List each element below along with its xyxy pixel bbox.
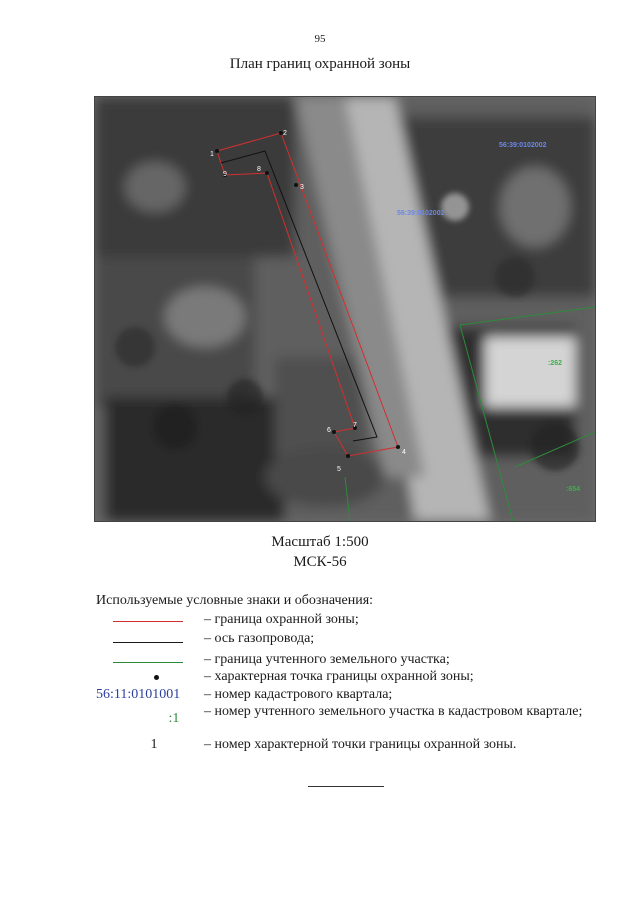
point-label-4: 4 [402, 449, 406, 456]
legend-text: – ось газопровода; [204, 631, 315, 646]
point-dot-icon [154, 675, 159, 680]
legend-title: Используемые условные знаки и обозначения: [96, 593, 374, 608]
red-line-icon [113, 621, 183, 622]
point-label-9: 9 [223, 171, 227, 178]
point-label-1: 1 [210, 151, 214, 158]
legend-text: – номер учтенного земельного участка в кадастровом квартале; [204, 704, 583, 719]
scale-text: Масштаб 1:500 [271, 534, 369, 550]
black-line-icon [113, 642, 183, 643]
page-number: 95 [314, 33, 326, 45]
point-label-2: 2 [283, 130, 287, 137]
boundary-point [332, 430, 336, 434]
map-svg [95, 97, 595, 521]
page-title: План границ охранной зоны [229, 56, 411, 72]
coord-system: МСК-56 [293, 554, 347, 570]
cadastral-label: 56:39:0102002 [499, 142, 547, 149]
legend-symbol: :1 [168, 711, 180, 726]
footer-divider [308, 786, 384, 787]
legend-row-point-number [96, 737, 616, 757]
parcel-label: :262 [548, 360, 563, 367]
point-label-5: 5 [337, 466, 341, 473]
green-line-icon [113, 662, 183, 663]
point-label-8: 8 [257, 166, 261, 173]
legend-row-point [96, 669, 616, 689]
legend-symbol: 1 [150, 737, 158, 752]
boundary-point [215, 149, 219, 153]
point-label-3: 3 [300, 184, 304, 191]
aerial-map [94, 96, 596, 522]
parcel-label: :654 [566, 486, 581, 493]
point-label-7: 7 [353, 422, 357, 429]
cadastral-label: 56:39:0102002 [397, 210, 445, 217]
legend-row-parcel-number [96, 704, 616, 740]
point-label-6: 6 [327, 427, 331, 434]
boundary-point [265, 171, 269, 175]
legend-text: – номер кадастрового квартала; [204, 687, 393, 702]
legend-text: – граница учтенного земельного участка; [204, 652, 450, 667]
boundary-point [294, 183, 298, 187]
legend-symbol: 56:11:0101001 [96, 687, 181, 702]
legend-row-zone [96, 612, 616, 632]
legend-row-axis [96, 631, 616, 651]
legend-text: – номер характерной точки границы охранной зоны. [204, 737, 517, 752]
legend-text: – граница охранной зоны; [204, 612, 359, 627]
boundary-point [346, 454, 350, 458]
scale-block [0, 532, 640, 572]
boundary-point [396, 445, 400, 449]
legend-text: – характерная точка границы охранной зоны; [204, 669, 474, 684]
